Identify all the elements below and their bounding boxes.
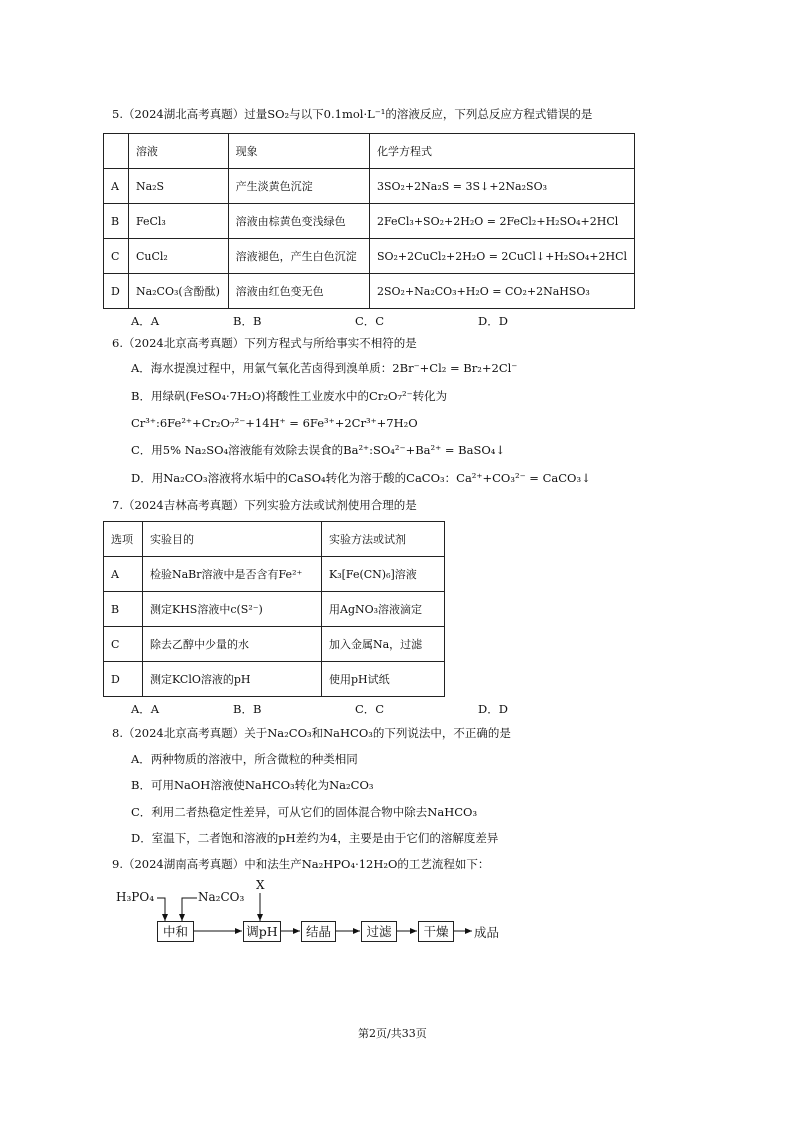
flow-step-dry: 干燥 — [418, 921, 454, 942]
table-header-cell: 实验方法或试剂 — [322, 522, 445, 557]
table-cell: 2SO₂+Na₂CO₃+H₂O = CO₂+2NaHSO₃ — [369, 274, 634, 309]
q9-stem: 9.（2024湖南高考真题）中和法生产Na₂HPO₄·12H₂O的工艺流程如下： — [112, 857, 490, 871]
q7-option-b: B．B — [233, 702, 262, 716]
q6-option-c: C．用5% Na₂SO₄溶液能有效除去误食的Ba²⁺:SO₄²⁻+Ba²⁺ = BaSO₄↓ — [131, 443, 506, 457]
q8-option-c: C．利用二者热稳定性差异，可从它们的固体混合物中除去NaHCO₃ — [131, 805, 478, 819]
q6-stem: 6.（2024北京高考真题）下列方程式与所给事实不相符的是 — [112, 336, 417, 350]
table-cell: 3SO₂+2Na₂S = 3S↓+2Na₂SO₃ — [369, 169, 634, 204]
arrow-na2co3 — [182, 898, 197, 921]
q6-option-b-line1: B．用绿矾(FeSO₄·7H₂O)将酸性工业废水中的Cr₂O₇²⁻转化为 — [131, 389, 448, 403]
table-cell: FeCl₃ — [128, 204, 228, 239]
table-cell: Na₂S — [128, 169, 228, 204]
table-cell: 2FeCl₃+SO₂+2H₂O = 2FeCl₂+H₂SO₄+2HCl — [369, 204, 634, 239]
table-cell: 溶液由红色变无色 — [228, 274, 369, 309]
q6-option-b-line2: Cr³⁺:6Fe²⁺+Cr₂O₇²⁻+14H⁺ = 6Fe³⁺+2Cr³⁺+7H₂O — [131, 416, 418, 430]
table-header-cell: 实验目的 — [143, 522, 322, 557]
table-cell: CuCl₂ — [128, 239, 228, 274]
table-cell: B — [104, 592, 143, 627]
q6-option-a: A．海水提溴过程中，用氯气氧化苦卤得到溴单质：2Br⁻+Cl₂ = Br₂+2Cl⁻ — [131, 361, 518, 375]
table-cell: C — [104, 627, 143, 662]
table-cell: 用AgNO₃溶液滴定 — [322, 592, 445, 627]
table-cell: K₃[Fe(CN)₆]溶液 — [322, 557, 445, 592]
q8-option-a: A．两种物质的溶液中，所含微粒的种类相同 — [131, 752, 358, 766]
table-header-cell: 化学方程式 — [369, 134, 634, 169]
flow-step-crystallize: 结晶 — [301, 921, 336, 942]
flow-product: 成品 — [474, 925, 500, 940]
table-cell: 溶液褪色，产生白色沉淀 — [228, 239, 369, 274]
q6-option-d: D．用Na₂CO₃溶液将水垢中的CaSO₄转化为溶于酸的CaCO₃：Ca²⁺+CO₃²⁻ = CaCO₃↓ — [131, 471, 591, 485]
flow-input-na2co3: Na₂CO₃ — [198, 890, 245, 904]
q8-stem: 8.（2024北京高考真题）关于Na₂CO₃和NaHCO₃的下列说法中，不正确的是 — [112, 726, 511, 740]
q7-option-a: A．A — [131, 702, 160, 716]
flow-step-neutralize: 中和 — [157, 921, 194, 942]
q8-option-b: B．可用NaOH溶液使NaHCO₃转化为Na₂CO₃ — [131, 778, 374, 792]
table-cell: SO₂+2CuCl₂+2H₂O = 2CuCl↓+H₂SO₄+2HCl — [369, 239, 634, 274]
q5-option-a: A．A — [131, 314, 160, 328]
q5-option-b: B．B — [233, 314, 262, 328]
q7-option-c: C．C — [355, 702, 385, 716]
q5-stem: 5.（2024湖北高考真题）过量SO₂与以下0.1mol·L⁻¹的溶液反应，下列总反应方程式错误的是 — [112, 107, 593, 121]
table-cell: A — [104, 169, 129, 204]
flow-step-adjust-ph: 调pH — [243, 921, 281, 942]
q5-option-c: C．C — [355, 314, 385, 328]
table-cell: 测定KClO溶液的pH — [143, 662, 322, 697]
table-cell: 产生淡黄色沉淀 — [228, 169, 369, 204]
flow-input-h3po4: H₃PO₄ — [116, 890, 154, 904]
q7-stem: 7.（2024吉林高考真题）下列实验方法或试剂使用合理的是 — [112, 498, 417, 512]
table-header-cell: 现象 — [228, 134, 369, 169]
table-cell: 检验NaBr溶液中是否含有Fe²⁺ — [143, 557, 322, 592]
table-cell: 使用pH试纸 — [322, 662, 445, 697]
table-cell: Na₂CO₃(含酚酞) — [128, 274, 228, 309]
table-header-cell: 溶液 — [128, 134, 228, 169]
table-cell: 除去乙醇中少量的水 — [143, 627, 322, 662]
table-cell: 测定KHS溶液中c(S²⁻) — [143, 592, 322, 627]
flow-step-filter: 过滤 — [361, 921, 397, 942]
table-cell: C — [104, 239, 129, 274]
page-footer: 第2页/共33页 — [358, 1027, 427, 1040]
table-cell: D — [104, 662, 143, 697]
q5-option-d: D．D — [478, 314, 508, 328]
table-cell: D — [104, 274, 129, 309]
table-cell: 溶液由棕黄色变浅绿色 — [228, 204, 369, 239]
arrow-h3po4 — [157, 898, 165, 921]
table-header-cell: 选项 — [104, 522, 143, 557]
table-cell: 加入金属Na，过滤 — [322, 627, 445, 662]
table-cell: A — [104, 557, 143, 592]
q8-option-d: D．室温下，二者饱和溶液的pH差约为4，主要是由于它们的溶解度差异 — [131, 831, 499, 845]
flow-input-x: X — [256, 878, 265, 892]
q7-option-d: D．D — [478, 702, 508, 716]
table-cell: B — [104, 204, 129, 239]
